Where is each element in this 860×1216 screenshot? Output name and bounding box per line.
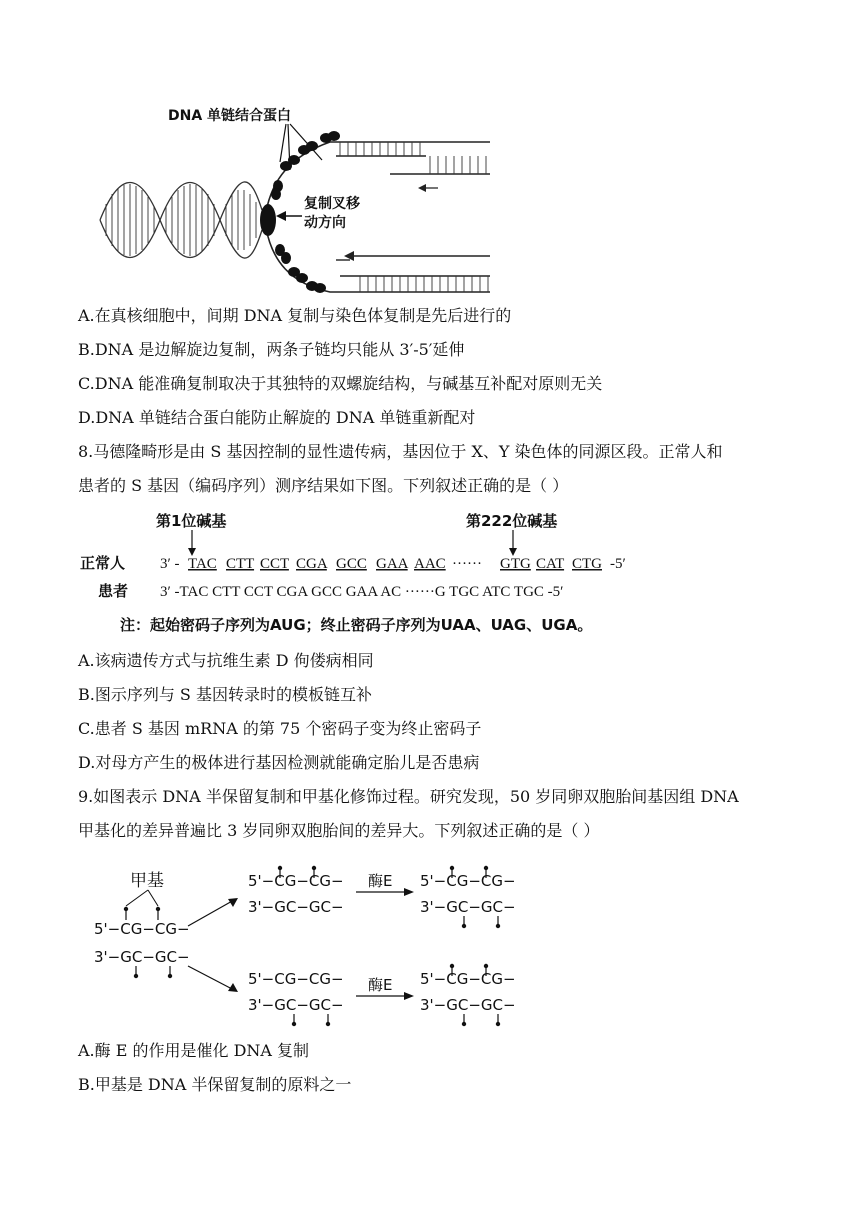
upper-daughter-top: 5'−CG−CG− xyxy=(248,872,344,890)
base-222-label: 第222位碱基 xyxy=(466,512,558,530)
sequence-diagram xyxy=(80,506,780,642)
methylation-diagram xyxy=(88,856,548,1032)
fork-strands xyxy=(266,142,490,292)
q9-option-b: B.甲基是 DNA 半保留复制的原料之一 xyxy=(78,1075,352,1094)
direction-label-1: 复制叉移 xyxy=(304,196,360,212)
direction-label-2: 动方向 xyxy=(304,215,346,231)
ssb-label: DNA 单链结合蛋白 xyxy=(168,108,292,124)
q9-option-a: A.酶 E 的作用是催化 DNA 复制 xyxy=(78,1041,310,1060)
replication-fork-diagram xyxy=(90,100,510,296)
first-base-label: 第1位碱基 xyxy=(156,512,227,530)
upper-methylated-top: 5'−CG−CG− xyxy=(420,872,516,890)
q8-option-c: C.患者 S 基因 mRNA 的第 75 个密码子变为终止密码子 xyxy=(78,719,482,738)
lower-daughter-bottom: 3'−GC−GC− xyxy=(248,996,344,1014)
normal-sequence: 3′ - TAC CTT CCT CGA GCC GAA AAC ······ GTG CAT CTG -5′ xyxy=(160,556,626,572)
figure-sequence xyxy=(80,506,780,642)
q7-option-d: D.DNA 单链结合蛋白能防止解旋的 DNA 单链重新配对 xyxy=(78,408,476,427)
lower-daughter-top: 5'−CG−CG− xyxy=(248,970,344,988)
upper-daughter-bottom: 3'−GC−GC− xyxy=(248,898,344,916)
enzyme-label-upper: 酶E xyxy=(368,872,393,890)
q8-option-b: B.图示序列与 S 基因转录时的模板链互补 xyxy=(78,685,372,704)
dna-double-helix xyxy=(100,182,262,258)
q8-stem-line2: 患者的 S 基因（编码序列）测序结果如下图。下列叙述正确的是（ ） xyxy=(78,476,569,495)
methyl-label: 甲基 xyxy=(130,871,164,891)
lower-methylated-bottom: 3'−GC−GC− xyxy=(420,996,516,1014)
codon-note: 注：起始密码子序列为AUG；终止密码子序列为UAA、UAG、UGA。 xyxy=(120,616,593,634)
q7-option-c: C.DNA 能准确复制取决于其独特的双螺旋结构，与碱基互补配对原则无关 xyxy=(78,374,603,393)
helicase xyxy=(260,204,276,236)
parent-top-strand: 5'−CG−CG− xyxy=(94,920,190,938)
row-normal-label: 正常人 xyxy=(80,554,126,572)
q9-stem-line2: 甲基化的差异普遍比 3 岁同卵双胞胎间的差异大。下列叙述正确的是（ ） xyxy=(78,821,600,840)
patient-sequence: 3′ -TAC CTT CCT CGA GCC GAA AC ······G TGC ATC TGC -5′ xyxy=(160,584,564,600)
q7-option-a: A.在真核细胞中，间期 DNA 复制与染色体复制是先后进行的 xyxy=(78,306,512,325)
lower-methylated-top: 5'−CG−CG− xyxy=(420,970,516,988)
enzyme-label-lower: 酶E xyxy=(368,976,393,994)
figure-replication-fork xyxy=(90,100,510,296)
row-patient-label: 患者 xyxy=(98,582,129,600)
upper-methylated-bottom: 3'−GC−GC− xyxy=(420,898,516,916)
q8-option-d: D.对母方产生的极体进行基因检测就能确定胎儿是否患病 xyxy=(78,753,480,772)
q8-option-a: A.该病遗传方式与抗维生素 D 佝偻病相同 xyxy=(78,651,374,670)
q8-stem-line1: 8.马德隆畸形是由 S 基因控制的显性遗传病，基因位于 X、Y 染色体的同源区段。正常人和 xyxy=(78,442,723,461)
q9-stem-line1: 9.如图表示 DNA 半保留复制和甲基化修饰过程。研究发现，50 岁同卵双胞胎间基因组 DNA xyxy=(78,787,739,806)
parent-bottom-strand: 3'−GC−GC− xyxy=(94,948,190,966)
q7-option-b: B.DNA 是边解旋边复制，两条子链均只能从 3′-5′延伸 xyxy=(78,340,465,359)
figure-methylation xyxy=(88,856,548,1032)
